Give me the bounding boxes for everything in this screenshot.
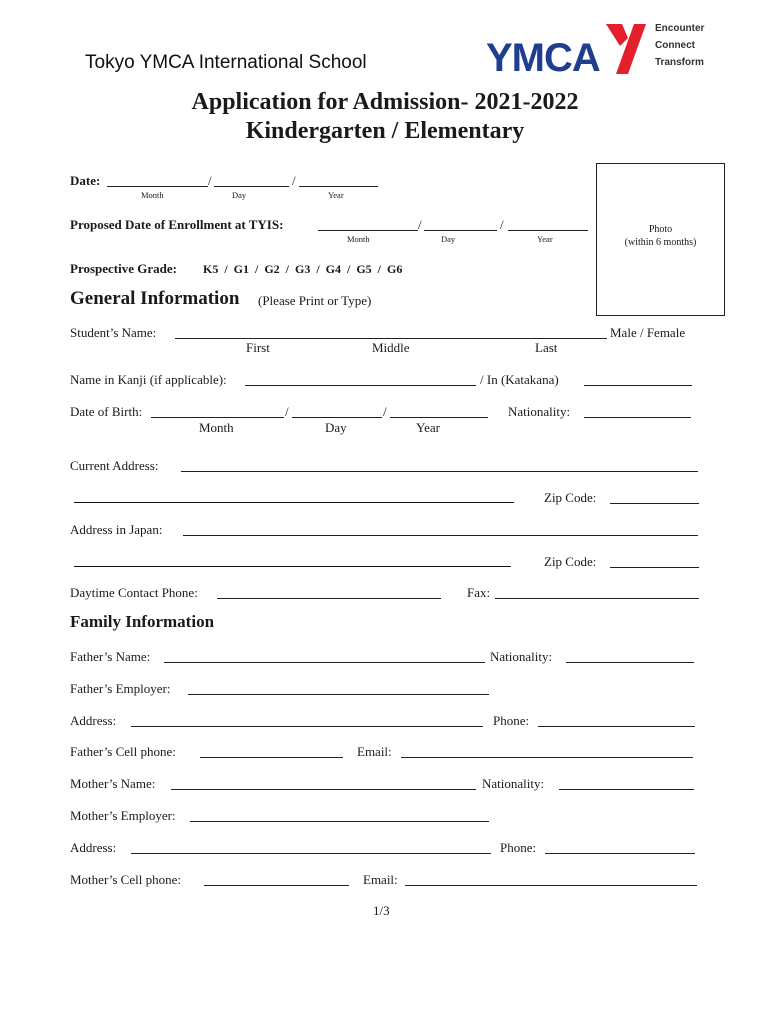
japan-zip-label: Zip Code:	[544, 554, 597, 569]
dob-month-field[interactable]	[151, 417, 284, 418]
enrollment-slash-2: /	[500, 217, 504, 232]
dob-slash-1: /	[285, 404, 289, 419]
japan-address-line2-field[interactable]	[74, 566, 511, 567]
mother-nationality-field[interactable]	[559, 789, 694, 790]
date-month-field[interactable]	[107, 186, 208, 187]
date-label: Date:	[70, 173, 101, 188]
mother-email-field[interactable]	[405, 885, 697, 886]
tagline-encounter: Encounter	[655, 23, 705, 34]
enrollment-label: Proposed Date of Enrollment at TYIS:	[70, 217, 284, 232]
student-name-field[interactable]	[175, 338, 607, 339]
mother-cell-field[interactable]	[204, 885, 349, 886]
father-address-label: Address:	[70, 713, 117, 728]
mother-email-label: Email:	[363, 872, 398, 887]
dob-label: Date of Birth:	[70, 404, 143, 419]
katakana-label: / In (Katakana)	[480, 372, 559, 387]
tagline-connect: Connect	[655, 40, 695, 51]
current-address-line2-field[interactable]	[74, 502, 514, 503]
enrollment-year-field[interactable]	[508, 230, 588, 231]
mother-employer-field[interactable]	[190, 821, 489, 822]
mother-address-label: Address:	[70, 840, 117, 855]
mother-employer-label: Mother’s Employer:	[70, 808, 176, 823]
logo-taglines	[655, 23, 704, 74]
mother-address-field[interactable]	[131, 853, 491, 854]
student-name-label: Student’s Name:	[70, 325, 157, 340]
enrollment-day-field[interactable]	[424, 230, 497, 231]
father-email-label: Email:	[357, 744, 392, 759]
daytime-phone-label: Daytime Contact Phone:	[70, 585, 198, 600]
father-name-field[interactable]	[164, 662, 485, 663]
last-caption: Last	[535, 340, 558, 355]
date-slash-2: /	[292, 173, 296, 188]
fax-label: Fax:	[467, 585, 491, 600]
student-nationality-field[interactable]	[584, 417, 691, 418]
logo-chevron-icon	[598, 22, 658, 78]
school-name: Tokyo YMCA International School	[85, 52, 367, 73]
page-title: Application for Admission- 2021-2022	[191, 89, 579, 115]
grade-options[interactable]: K5 / G1 / G2 / G3 / G4 / G5 / G6	[203, 262, 403, 276]
dob-day-field[interactable]	[292, 417, 382, 418]
father-nationality-label: Nationality:	[490, 649, 553, 664]
enrollment-day-caption: Day	[441, 234, 456, 244]
family-heading: Family Information	[70, 612, 215, 631]
enrollment-year-caption: Year	[537, 234, 553, 244]
date-month-caption: Month	[141, 190, 164, 200]
kanji-field[interactable]	[245, 385, 476, 386]
date-year-field[interactable]	[299, 186, 378, 187]
father-email-field[interactable]	[401, 757, 693, 758]
current-zip-label: Zip Code:	[544, 490, 597, 505]
mother-name-field[interactable]	[171, 789, 476, 790]
page-subtitle: Kindergarten / Elementary	[245, 118, 525, 144]
father-phone-field[interactable]	[538, 726, 695, 727]
first-caption: First	[246, 340, 270, 355]
general-subheading: (Please Print or Type)	[258, 293, 372, 308]
date-slash-1: /	[208, 173, 212, 188]
enrollment-month-field[interactable]	[318, 230, 418, 231]
father-employer-label: Father’s Employer:	[70, 681, 171, 696]
date-day-field[interactable]	[214, 186, 289, 187]
enrollment-slash-1: /	[418, 217, 422, 232]
gender-options[interactable]: Male / Female	[610, 325, 686, 340]
japan-address-field[interactable]	[183, 535, 698, 536]
mother-phone-label: Phone:	[500, 840, 537, 855]
grade-label: Prospective Grade:	[70, 261, 177, 276]
kanji-label: Name in Kanji (if applicable):	[70, 372, 227, 387]
photo-label: Photo	[648, 224, 673, 235]
current-address-label: Current Address:	[70, 458, 159, 473]
date-year-caption: Year	[328, 190, 344, 200]
father-cell-field[interactable]	[200, 757, 343, 758]
enrollment-month-caption: Month	[347, 234, 370, 244]
dob-year-field[interactable]	[390, 417, 488, 418]
fax-field[interactable]	[495, 598, 699, 599]
mother-cell-label: Mother’s Cell phone:	[70, 872, 181, 887]
ymca-logo	[486, 22, 646, 78]
japan-address-label: Address in Japan:	[70, 522, 163, 537]
dob-day-caption: Day	[325, 420, 347, 435]
general-heading: General Information	[70, 288, 240, 309]
father-nationality-field[interactable]	[566, 662, 694, 663]
mother-phone-field[interactable]	[545, 853, 695, 854]
page-number: 1/3	[373, 903, 390, 918]
father-phone-label: Phone:	[493, 713, 530, 728]
middle-caption: Middle	[372, 340, 410, 355]
father-cell-label: Father’s Cell phone:	[70, 744, 176, 759]
dob-slash-2: /	[383, 404, 387, 419]
katakana-field[interactable]	[584, 385, 692, 386]
photo-box[interactable]	[596, 163, 725, 316]
current-zip-field[interactable]	[610, 503, 699, 504]
logo-text: YMCA	[486, 36, 600, 80]
dob-month-caption: Month	[199, 420, 234, 435]
daytime-phone-field[interactable]	[217, 598, 441, 599]
father-name-label: Father’s Name:	[70, 649, 151, 664]
current-address-field[interactable]	[181, 471, 698, 472]
japan-zip-field[interactable]	[610, 567, 699, 568]
tagline-transform: Transform	[655, 57, 704, 68]
dob-year-caption: Year	[416, 420, 440, 435]
mother-nationality-label: Nationality:	[482, 776, 545, 791]
student-nationality-label: Nationality:	[508, 404, 571, 419]
photo-note: (within 6 months)	[624, 237, 697, 248]
date-day-caption: Day	[232, 190, 247, 200]
mother-name-label: Mother’s Name:	[70, 776, 156, 791]
father-address-field[interactable]	[131, 726, 483, 727]
father-employer-field[interactable]	[188, 694, 489, 695]
